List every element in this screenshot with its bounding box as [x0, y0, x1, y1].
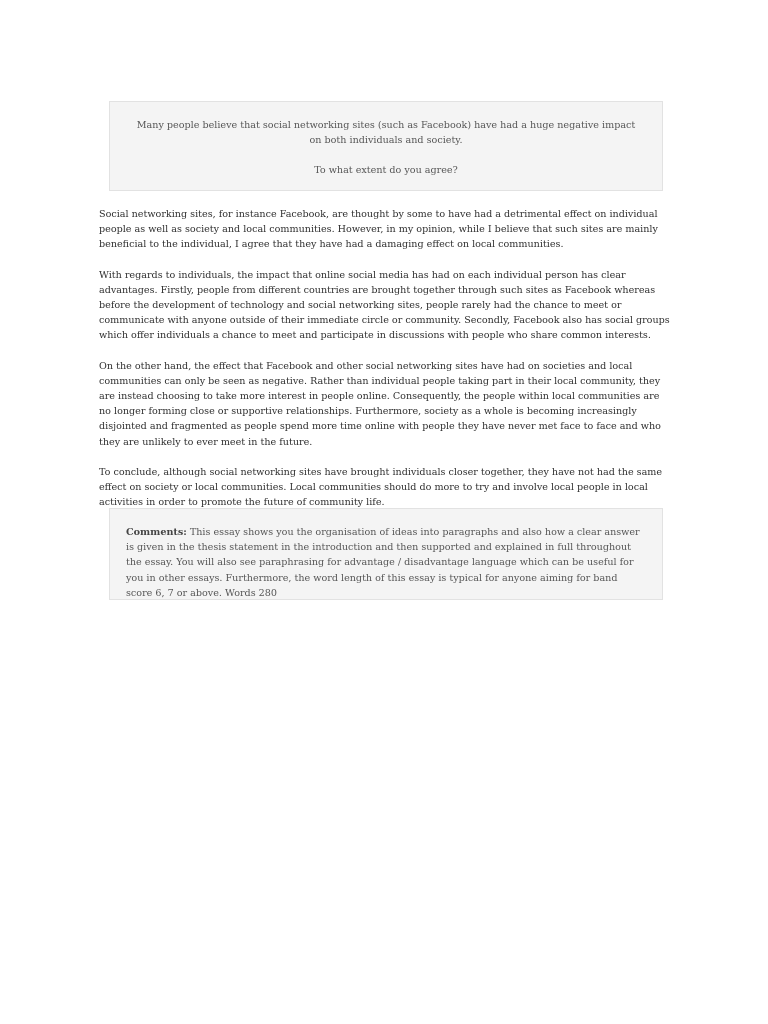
- essay-paragraph-body-1: With regards to individuals, the impact that online social media has had on each individual person has clear advantages. Firstly, people from different countries are brought together through such sites as Facebook whereas before the development of technology and social networking sites, people rarely had the chance to meet or communicate with anyone outside of their immediate circle or community. Secondly, Facebook also has social groups which offer individuals a chance to meet and participate in discussions with people who share common interests.: [99, 269, 670, 342]
- essay-paragraph-conclusion: To conclude, although social networking sites have brought individuals closer together, they have not had the same effect on society or local communities. Local communities should do more to try and involve local people in local activities in order to promote the future of community life.: [99, 466, 663, 509]
- essay-paragraph-body-2: On the other hand, the effect that Facebook and other social networking sites have had on societies and local communities can only be seen as negative. Rather than individual people taking part in their local community, they are instead choosing to take more interest in people online. Consequently, the people within local communities are no longer forming close or supportive relationships. Furthermore, society as a whole is becoming increasingly disjointed and fragmented as people spend more time online with people they have never met face to face and who they are unlikely to ever meet in the future.: [99, 360, 661, 448]
- prompt-question: To what extent do you agree?: [314, 165, 458, 176]
- essay-body: [99, 207, 671, 525]
- comments-text: This essay shows you the organisation of ideas into paragraphs and also how a clear answer is given in the thesis statement in the introduction and then supported and explained in full throughout the essay. You will also see paraphrasing for advantage / disadvantage language which can be useful for you in other essays. Furthermore, the word length of this essay is typical for anyone aiming for band score 6, 7 or above. Words 280: [126, 527, 640, 599]
- comments-box: [109, 508, 663, 600]
- essay-paragraph-introduction: Social networking sites, for instance Facebook, are thought by some to have had a detrimental effect on individual people as well as society and local communities. However, in my opinion, while I believe that such sites are mainly beneficial to the individual, I agree that they have had a damaging effect on local communities.: [99, 209, 658, 251]
- essay-prompt-box: [109, 101, 663, 191]
- prompt-statement: Many people believe that social networking sites (such as Facebook) have had a huge negative impact on both individuals and society.: [136, 120, 636, 146]
- comments-label: Comments:: [126, 527, 187, 538]
